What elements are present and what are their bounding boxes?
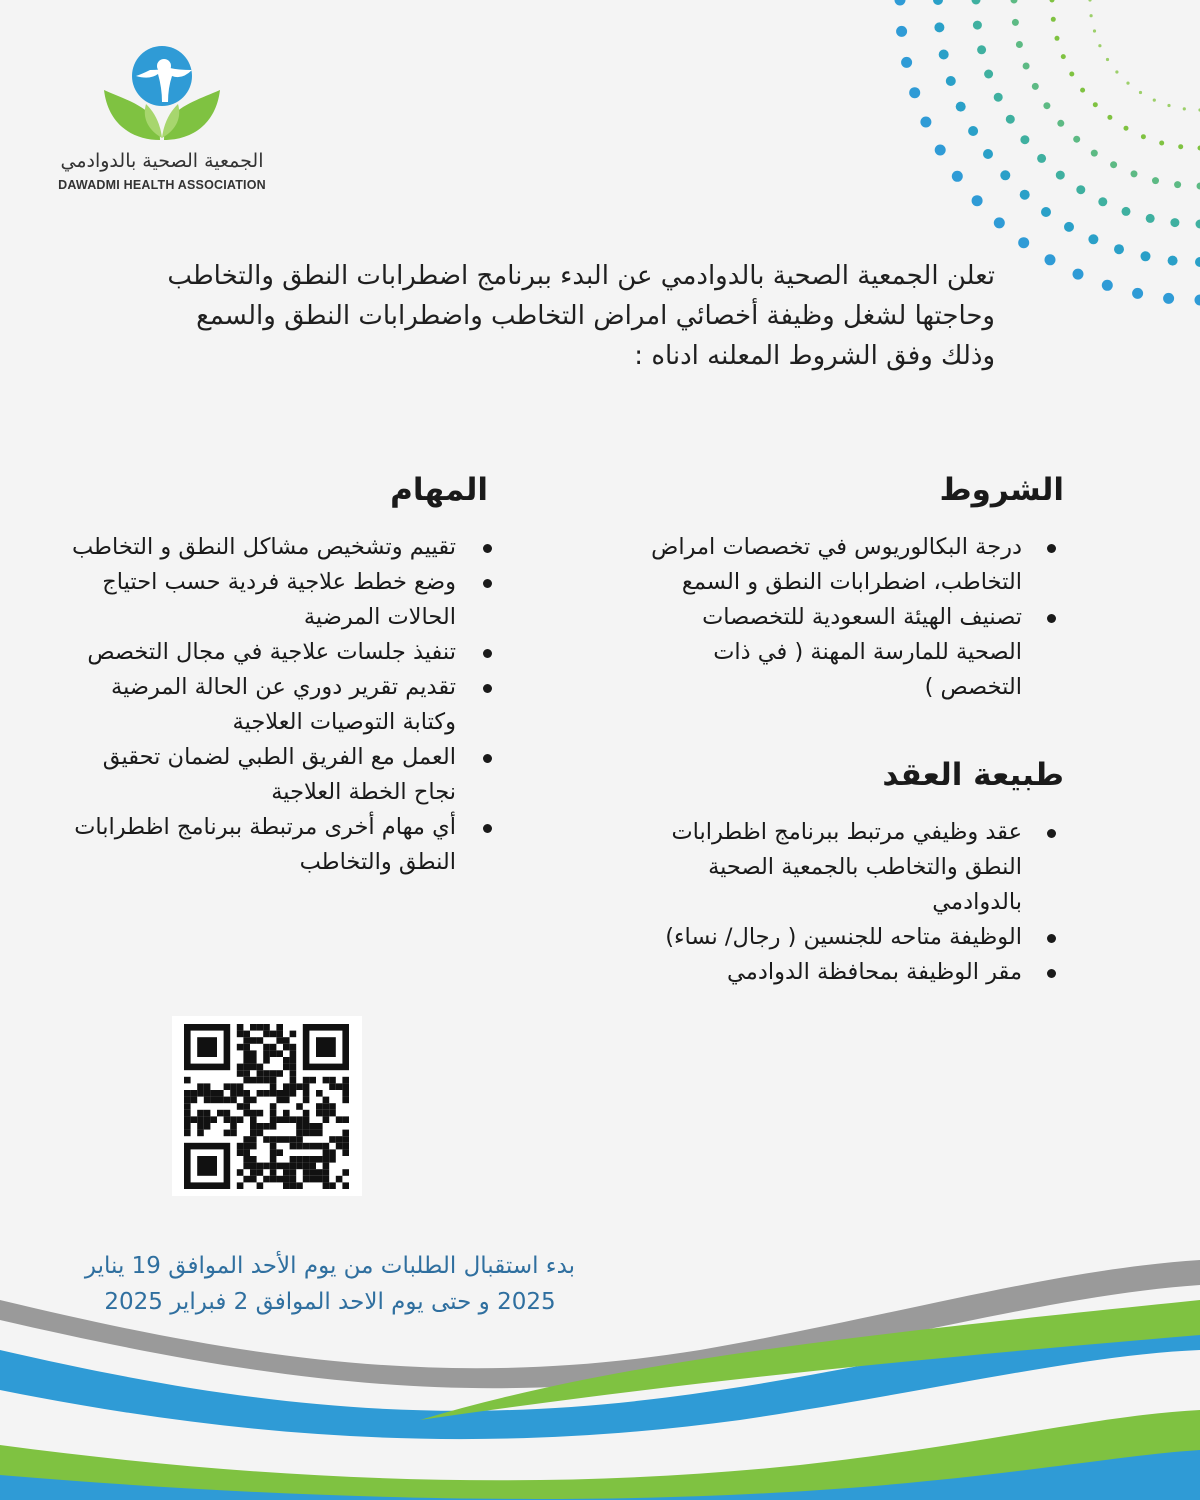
contract-list (644, 815, 1064, 990)
list-item: تقديم تقرير دوري عن الحالة المرضية وكتابة التوصيات العلاجية (60, 670, 500, 740)
list-item: عقد وظيفي مرتبط ببرنامج اظطرابات النطق والتخاطب بالجمعية الصحية بالدوادمي (644, 815, 1064, 920)
list-item: تصنيف الهيئة السعودية للتخصصات الصحية للمارسة المهنة ( في ذات التخصص ) (644, 600, 1064, 705)
list-item: تقييم وتشخيص مشاكل النطق و التخاطب (60, 530, 500, 565)
contract-title: طبيعة العقد (882, 757, 1064, 793)
conditions-title: الشروط (939, 472, 1064, 508)
list-item: مقر الوظيفة بمحافظة الدوادمي (644, 955, 1064, 990)
intro-line: تعلن الجمعية الصحية بالدوادمي عن البدء ببرنامج اضطرابات النطق والتخاطب (167, 261, 995, 291)
tasks-column (60, 472, 500, 880)
organization-name-ar: الجمعية الصحية بالدوادمي (60, 150, 264, 172)
organization-name-en: DAWADMI HEALTH ASSOCIATION (58, 178, 266, 192)
dates-line: 2025 و حتى يوم الاحد الموافق 2 فبراير 2025 (104, 1289, 556, 1315)
intro-line: وذلك وفق الشروط المعلنه ادناه : (634, 341, 995, 371)
list-item: الوظيفة متاحه للجنسين ( رجال/ نساء) (644, 920, 1064, 955)
tasks-title: المهام (390, 472, 488, 508)
list-item: أي مهام أخرى مرتبطة ببرنامج اظطرابات النطق والتخاطب (60, 810, 500, 880)
list-item: درجة البكالوريوس في تخصصات امراض التخاطب، اضطرابات النطق و السمع (644, 530, 1064, 600)
announcement-intro (95, 256, 995, 376)
qr-code-icon[interactable] (172, 1016, 362, 1196)
conditions-column (644, 472, 1064, 990)
list-item: العمل مع الفريق الطبي لضمان تحقيق نجاح الخطة العلاجية (60, 740, 500, 810)
conditions-list (644, 530, 1064, 705)
dates-line: بدء استقبال الطلبات من يوم الأحد الموافق 19 يناير (84, 1253, 576, 1279)
tasks-list (60, 530, 500, 880)
organization-logo (50, 40, 280, 200)
intro-line: وحاجتها لشغل وظيفة أخصائي امراض التخاطب واضطرابات النطق والسمع (196, 301, 995, 331)
contract-section (644, 757, 1064, 990)
logo-emblem-icon (102, 40, 222, 145)
list-item: تنفيذ جلسات علاجية في مجال التخصص (60, 635, 500, 670)
list-item: وضع خطط علاجية فردية حسب احتياج الحالات المرضية (60, 565, 500, 635)
decorative-waves (0, 1240, 1200, 1500)
